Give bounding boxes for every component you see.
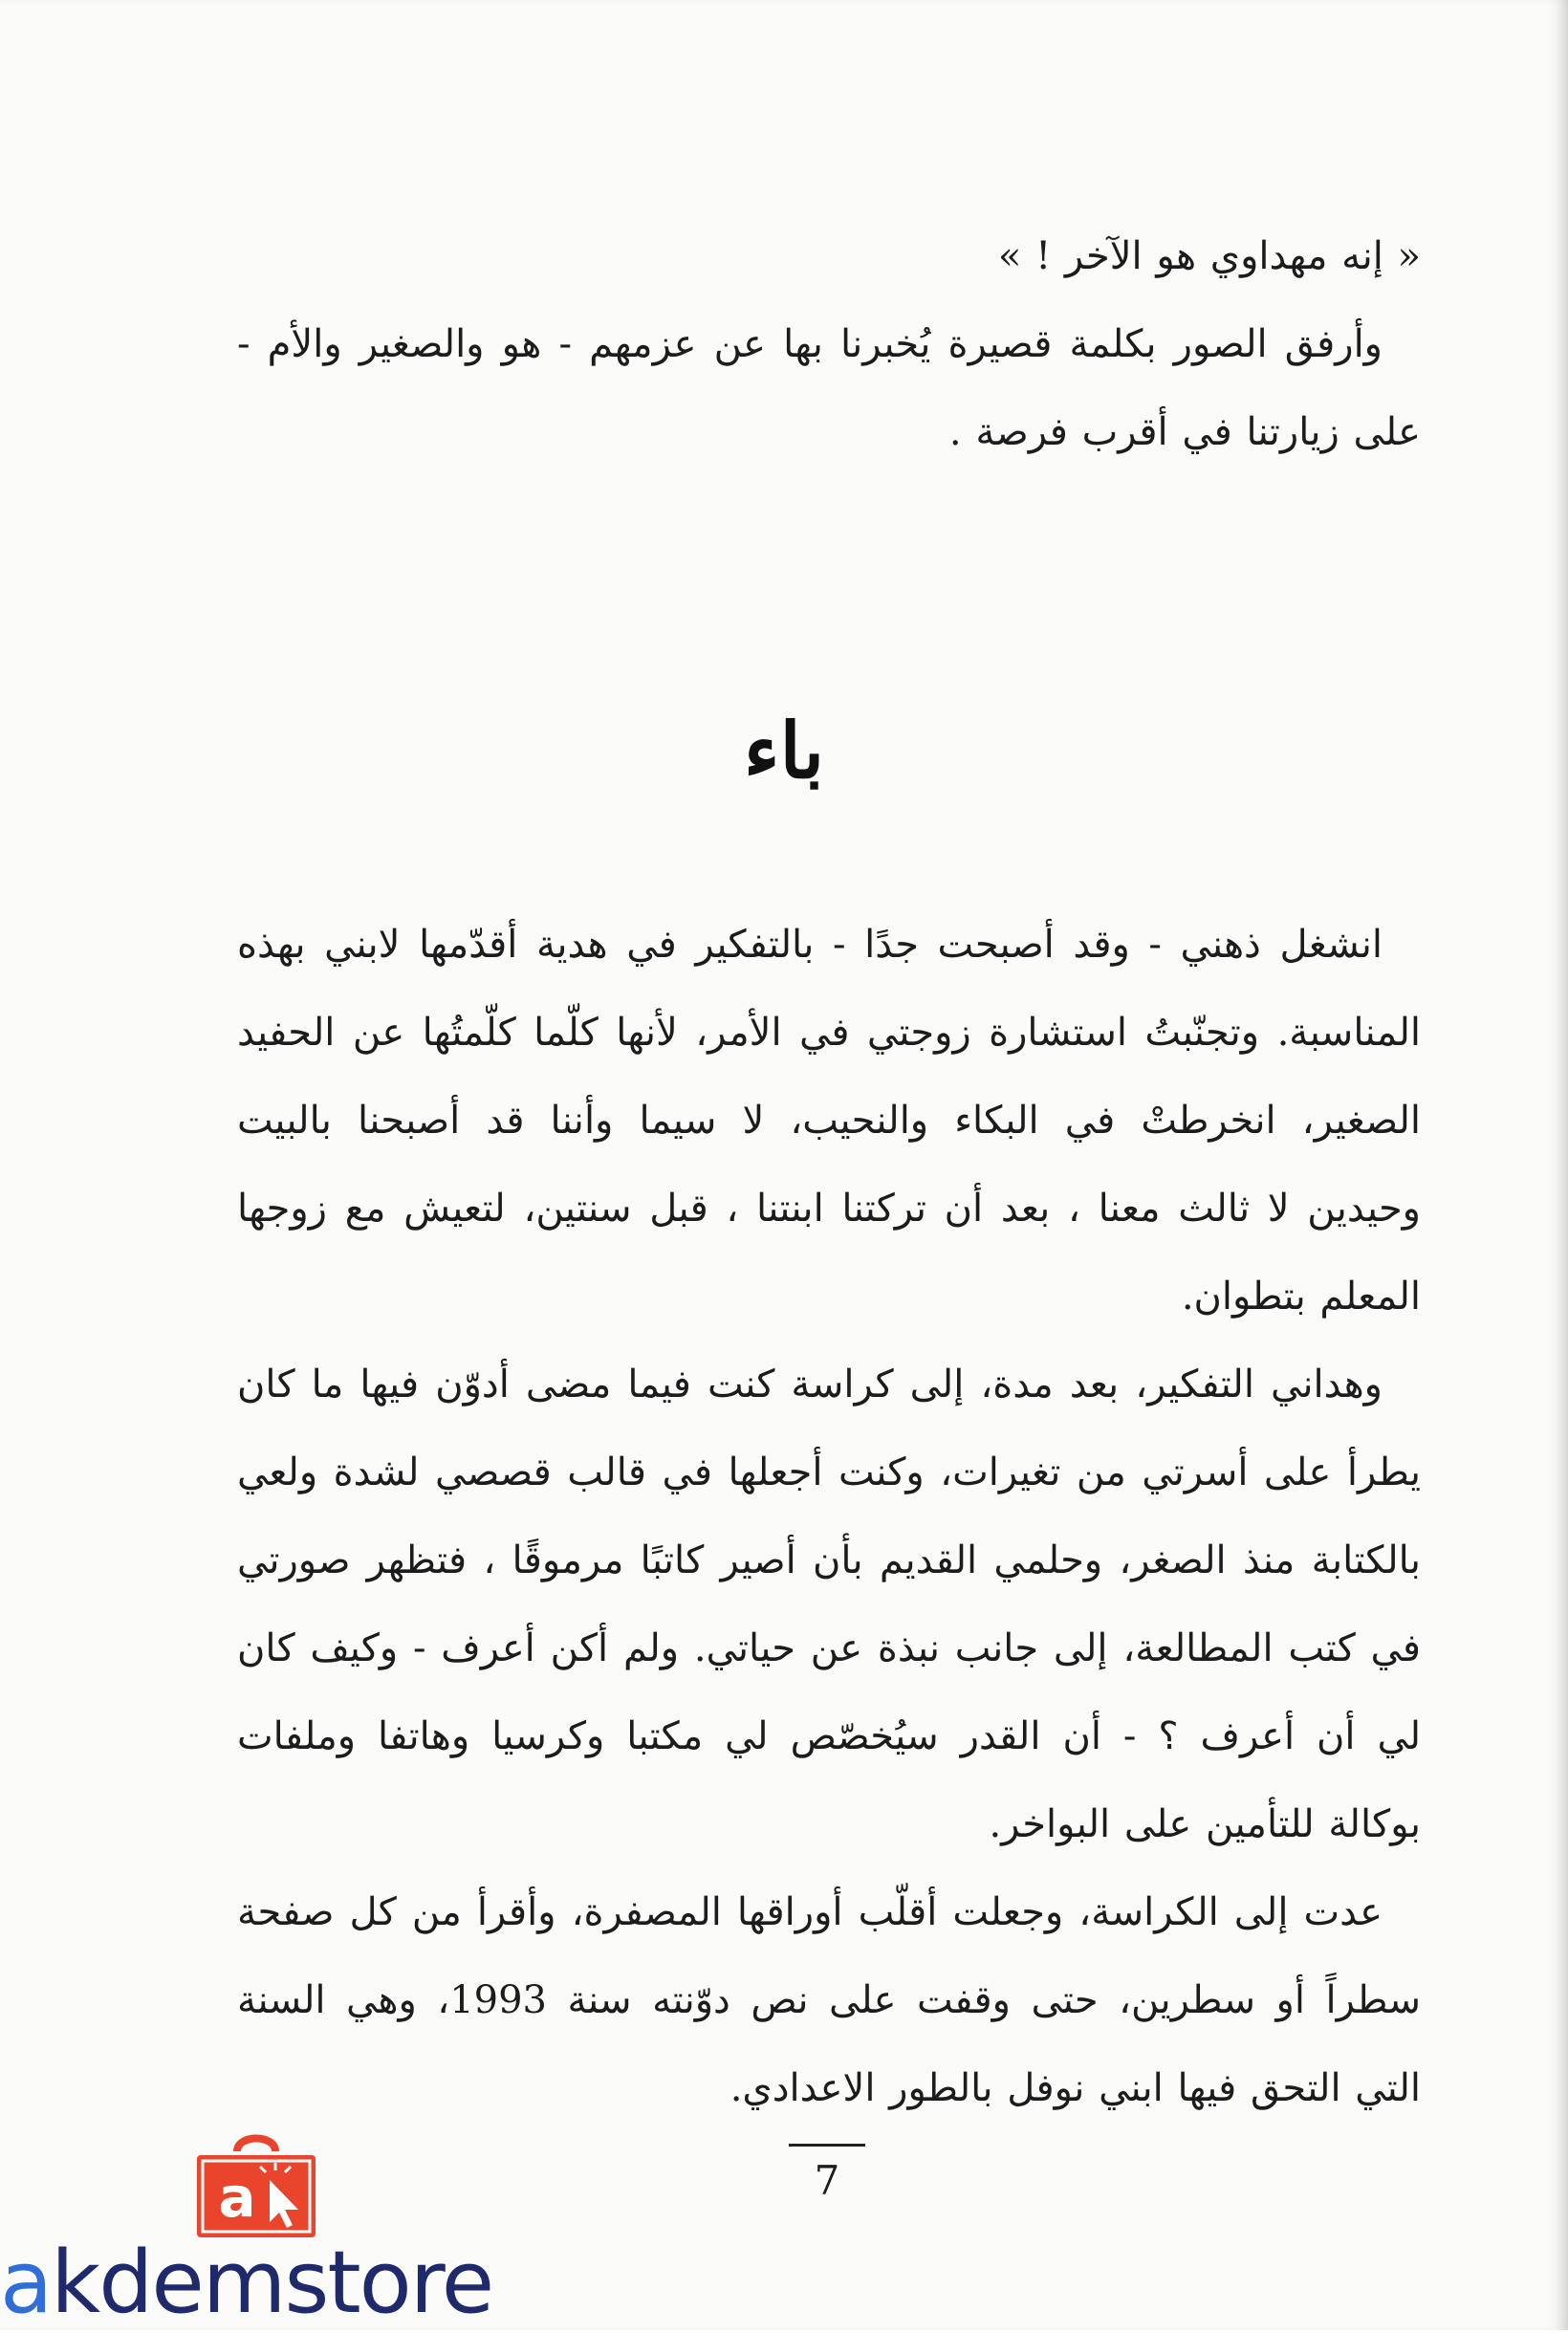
store-watermark-logo: [0, 2130, 535, 2333]
body-paragraph: انشغل ذهني - وقد أصبحت جدًا - بالتفكير في هدية أقدّمها لابني بهذه المناسبة. وتجنّبتُ استشارة زوجتي في الأمر، لأنها كلّما كلّمتُها عن الحفيد الصغير، انخرطتْ في البكاء والنحيب، لا سيما وأننا قد أصبحنا بالبيت وحيدين لا ثالث معنا ، بعد أن تركتنا ابنتنا ، قبل سنتين، لتعيش مع زوجها المعلم بتطوان.: [237, 923, 1421, 1319]
shopping-bag-icon: [191, 2130, 321, 2241]
page-footer: [784, 2144, 870, 2208]
store-wordmark-initial: a: [0, 2233, 52, 2333]
intro-section: [237, 212, 1421, 476]
page-number: 7: [814, 2157, 840, 2204]
intro-paragraph: وأرفق الصور بكلمة قصيرة يُخبرنا بها عن عزمهم - هو والصغير والأم - على زيارتنا في أقرب فرصة .: [237, 322, 1421, 454]
store-wordmark-rest: kdemstore: [51, 2233, 493, 2333]
svg-text:a: a: [218, 2165, 256, 2230]
body-paragraph: وهداني التفكير، بعد مدة، إلى كراسة كنت فيما مضى أدوّن فيها ما كان يطرأ على أسرتي من تغيرات، وكنت أجعلها في قالب قصصي لشدة ولعي بالكتابة منذ الصغر، وحلمي القديم بأن أصير كاتبًا مرموقًا ، فتظهر صورتي في كتب المطالعة، إلى جانب نبذة عن حياتي. ولم أكن أعرف - وكيف كان لي أن أعرف ؟ - أن القدر سيُخصّص لي مكتبا وكرسيا وهاتفا وملفات بوكالة للتأمين على البواخر.: [237, 1363, 1422, 1846]
chapter-title: باء: [743, 706, 825, 796]
store-wordmark: [0, 2233, 493, 2333]
intro-quote: « إنه مهداوي هو الآخر ! »: [997, 234, 1421, 278]
page-number-rule: [789, 2144, 865, 2147]
body-paragraph: عدت إلى الكراسة، وجعلت أقلّب أوراقها المصفرة، وأقرأ من كل صفحة سطراً أو سطرين، حتى وقفت على نص دوّنته سنة 1993، وهي السنة التي التحق فيها ابني نوفل بالطور الاعدادي.: [237, 1890, 1421, 2110]
chapter-body: [237, 901, 1421, 2132]
